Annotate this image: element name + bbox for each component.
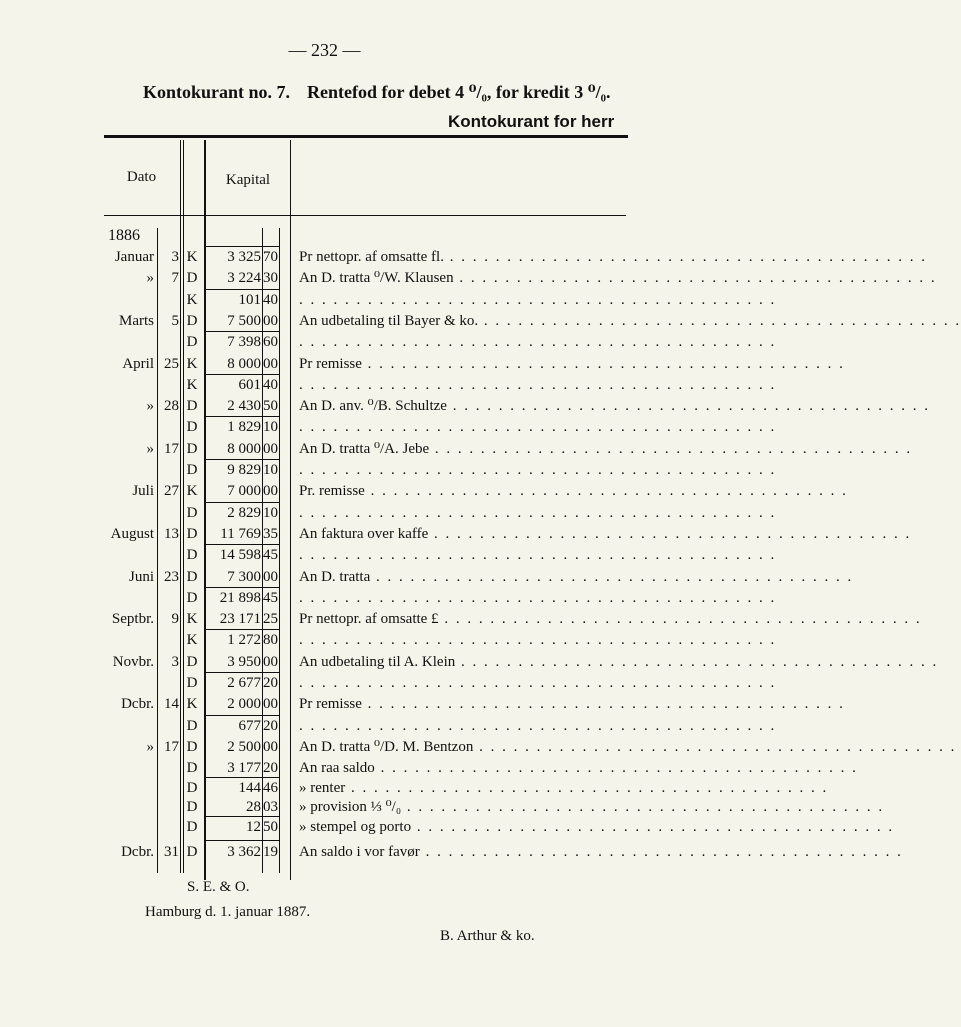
balance-rule — [206, 246, 279, 247]
row-debit-credit: D — [186, 590, 198, 606]
row-text — [299, 759, 858, 777]
row-ore: 60 — [263, 334, 278, 350]
dot-leader: . . . . . . . . . . . . . . . . . . . . . . . . . . . . . . . . . . . . . . . . . . — [473, 739, 957, 755]
dot-leader: . . . . . . . . . . . . . . . . . . . . . . . . . . . . . . . . . . . . . . . . . . — [443, 249, 927, 265]
dot-leader: . . . . . . . . . . . . . . . . . . . . . . . . . . . . . . . . . . . . . . . . . . — [299, 419, 777, 435]
row-kroner: 8 000 — [227, 441, 261, 457]
divider-date-left — [180, 140, 181, 210]
row-debit-credit: D — [186, 760, 198, 776]
row-day: 17 — [164, 441, 179, 457]
row-ore: 30 — [263, 270, 278, 286]
row-month: » — [146, 398, 154, 414]
row-text — [299, 631, 777, 649]
column-header-date: Dato — [126, 169, 157, 185]
row-month: Juni — [128, 569, 154, 585]
row-debit-credit: D — [186, 419, 198, 435]
row-debit-credit: K — [186, 249, 198, 265]
dot-leader: . . . . . . . . . . . . . . . . . . . . . . . . . . . . . . . . . . . . . . . . . . — [478, 313, 961, 329]
row-month: Septbr. — [111, 611, 154, 627]
dot-leader: . . . . . . . . . . . . . . . . . . . . . . . . . . . . . . . . . . . . . . . . . . — [345, 780, 829, 796]
row-debit-credit: D — [186, 526, 198, 542]
row-text — [299, 355, 845, 373]
row-kroner: 1 829 — [227, 419, 261, 435]
dot-leader: . . . . . . . . . . . . . . . . . . . . . . . . . . . . . . . . . . . . . . . . . . — [299, 377, 777, 393]
row-debit-credit: D — [186, 718, 198, 734]
row-ore: 00 — [263, 441, 278, 457]
row-kroner: 7 500 — [227, 313, 261, 329]
account-number-heading: Kontokurant no. 7. — [143, 82, 291, 102]
row-ore: 10 — [263, 419, 278, 435]
row-text — [299, 397, 930, 415]
row-text — [299, 798, 885, 816]
row-day: 7 — [171, 270, 179, 286]
row-kroner: 3 177 — [227, 760, 261, 776]
dot-leader: . . . . . . . . . . . . . . . . . . . . . . . . . . . . . . . . . . . . . . . . . . — [455, 654, 939, 670]
balance-rule — [206, 672, 279, 673]
row-day: 5 — [171, 313, 179, 329]
row-debit-credit: D — [186, 675, 198, 691]
row-kroner: 3 325 — [227, 249, 261, 265]
row-text-label: An D. anv. ⁰/B. Schultze — [299, 398, 447, 414]
row-day: 14 — [164, 696, 179, 712]
row-text — [299, 610, 922, 628]
row-debit-credit: K — [186, 632, 198, 648]
row-month: Dcbr. — [121, 696, 154, 712]
row-text — [299, 653, 939, 671]
row-text — [299, 461, 777, 479]
row-ore: 45 — [263, 590, 278, 606]
divider-ore-right — [279, 228, 280, 873]
page-number: — 232 — — [288, 40, 361, 60]
row-ore: 40 — [263, 377, 278, 393]
dot-leader: . . . . . . . . . . . . . . . . . . . . . . . . . . . . . . . . . . . . . . . . . . — [374, 760, 858, 776]
row-ore: 10 — [263, 505, 278, 521]
dot-leader: . . . . . . . . . . . . . . . . . . . . . . . . . . . . . . . . . . . . . . . . . . — [429, 441, 913, 457]
dot-leader: . . . . . . . . . . . . . . . . . . . . . . . . . . . . . . . . . . . . . . . . . . — [428, 526, 912, 542]
row-kroner: 3 362 — [227, 844, 261, 860]
row-text-label: Pr remisse — [299, 696, 362, 712]
row-kroner: 144 — [238, 780, 261, 796]
row-kroner: 8 000 — [227, 356, 261, 372]
dot-leader: . . . . . . . . . . . . . . . . . . . . . . . . . . . . . . . . . . . . . . . . . . — [411, 819, 895, 835]
row-day: 23 — [164, 569, 179, 585]
row-text-label: An saldo i vor favør — [299, 844, 420, 860]
row-text-label: Pr nettopr. af omsatte £ — [299, 611, 439, 627]
row-ore: 00 — [263, 654, 278, 670]
row-day: 25 — [164, 356, 179, 372]
row-text-label: » renter — [299, 780, 346, 796]
row-day: 27 — [164, 483, 179, 499]
row-kroner: 28 — [246, 799, 261, 815]
row-month: Dcbr. — [121, 844, 154, 860]
row-text — [299, 482, 848, 500]
dot-leader: . . . . . . . . . . . . . . . . . . . . . . . . . . . . . . . . . . . . . . . . . . — [364, 483, 848, 499]
row-text-label: An udbetaling til Bayer & ko. — [299, 313, 479, 329]
row-text — [299, 843, 903, 861]
row-debit-credit: D — [186, 819, 198, 835]
row-debit-credit: K — [186, 696, 198, 712]
row-day: 3 — [171, 249, 179, 265]
row-text — [299, 568, 854, 586]
row-text-label: An D. tratta ⁰/A. Jebe — [299, 441, 430, 457]
row-debit-credit: D — [186, 462, 198, 478]
balance-rule — [206, 416, 279, 417]
dot-leader: . . . . . . . . . . . . . . . . . . . . . . . . . . . . . . . . . . . . . . . . . . — [370, 569, 854, 585]
row-kroner: 7 000 — [227, 483, 261, 499]
row-kroner: 7 398 — [227, 334, 261, 350]
row-month: » — [146, 270, 154, 286]
row-text-label: An D. tratta — [299, 569, 371, 585]
row-month: » — [146, 739, 154, 755]
row-text — [299, 589, 777, 607]
row-month: April — [122, 356, 154, 372]
row-text — [299, 291, 777, 309]
row-kroner: 2 829 — [227, 505, 261, 521]
row-debit-credit: D — [186, 441, 198, 457]
row-ore: 00 — [263, 313, 278, 329]
row-ore: 00 — [263, 483, 278, 499]
row-kroner: 23 171 — [219, 611, 261, 627]
row-ore: 46 — [263, 780, 278, 796]
row-ore: 50 — [263, 819, 278, 835]
row-debit-credit: D — [186, 799, 198, 815]
row-day: 17 — [164, 739, 179, 755]
row-kroner: 11 769 — [220, 526, 261, 542]
balance-rule — [206, 777, 279, 778]
row-month: August — [110, 526, 154, 542]
row-text-label: An udbetaling til A. Klein — [299, 654, 456, 670]
balance-rule — [206, 816, 279, 817]
row-kroner: 2 000 — [227, 696, 261, 712]
balance-rule — [206, 459, 279, 460]
row-text-label: Pr nettopr. af omsatte fl. — [299, 249, 444, 265]
place-and-date: Hamburg d. 1. januar 1887. — [145, 904, 311, 920]
row-text-label: An raa saldo — [299, 760, 375, 776]
errors-omissions-initials: S. E. & O. — [187, 879, 250, 895]
row-ore: 10 — [263, 462, 278, 478]
signature: B. Arthur & ko. — [440, 928, 535, 944]
row-text — [299, 695, 845, 713]
dot-leader: . . . . . . . . . . . . . . . . . . . . . . . . . . . . . . . . . . . . . . . . . . — [361, 356, 845, 372]
row-text — [299, 312, 961, 330]
top-rule — [104, 135, 628, 138]
dot-leader: . . . . . . . . . . . . . . . . . . . . . . . . . . . . . . . . . . . . . . . . . . — [299, 632, 777, 648]
balance-rule — [206, 544, 279, 545]
row-ore: 25 — [263, 611, 278, 627]
row-text — [299, 818, 895, 836]
balance-rule — [206, 715, 279, 716]
row-text — [299, 376, 777, 394]
row-ore: 45 — [263, 547, 278, 563]
row-debit-credit: D — [186, 334, 198, 350]
dot-leader: . . . . . . . . . . . . . . . . . . . . . . . . . . . . . . . . . . . . . . . . . . — [361, 696, 845, 712]
row-kroner: 3 224 — [227, 270, 261, 286]
row-ore: 20 — [263, 718, 278, 734]
row-ore: 50 — [263, 398, 278, 414]
row-month: Juli — [132, 483, 154, 499]
row-ore: 70 — [263, 249, 278, 265]
row-day: 13 — [164, 526, 179, 542]
row-kroner: 7 300 — [227, 569, 261, 585]
row-kroner: 1 272 — [227, 632, 261, 648]
dot-leader: . . . . . . . . . . . . . . . . . . . . . . . . . . . . . . . . . . . . . . . . . . — [299, 547, 777, 563]
row-kroner: 9 829 — [227, 462, 261, 478]
row-kroner: 21 898 — [219, 590, 261, 606]
row-kroner: 601 — [238, 377, 261, 393]
balance-rule — [206, 331, 279, 332]
row-kroner: 14 598 — [219, 547, 261, 563]
row-ore: 80 — [263, 632, 278, 648]
dot-leader: . . . . . . . . . . . . . . . . . . . . . . . . . . . . . . . . . . . . . . . . . . — [438, 611, 922, 627]
balance-rule — [206, 587, 279, 588]
row-debit-credit: D — [186, 739, 198, 755]
row-text — [299, 504, 777, 522]
divider-date-right — [183, 140, 184, 210]
row-ore: 20 — [263, 760, 278, 776]
row-text-label: An faktura over kaffe — [299, 526, 429, 542]
row-debit-credit: D — [186, 547, 198, 563]
balance-rule — [206, 502, 279, 503]
row-debit-credit: K — [186, 483, 198, 499]
row-debit-credit: K — [186, 611, 198, 627]
row-text — [299, 779, 829, 797]
dot-leader: . . . . . . . . . . . . . . . . . . . . . . . . . . . . . . . . . . . . . . . . . . — [401, 799, 885, 815]
row-debit-credit: D — [186, 569, 198, 585]
row-ore: 00 — [263, 739, 278, 755]
account-holder-heading: Kontokurant for herr — [448, 112, 615, 131]
balance-rule — [206, 289, 279, 290]
row-text — [299, 248, 927, 266]
row-text — [299, 333, 777, 351]
row-kroner: 2 677 — [227, 675, 261, 691]
row-text — [299, 525, 912, 543]
row-text-label: An D. tratta ⁰/W. Klausen — [299, 270, 454, 286]
row-text-label: » provision ⅓ ⁰/₀ — [299, 799, 402, 815]
row-ore: 19 — [263, 844, 278, 860]
row-day: 9 — [171, 611, 179, 627]
column-header-capital: Kapital — [225, 172, 271, 188]
row-ore: 03 — [263, 799, 278, 815]
dot-leader: . . . . . . . . . . . . . . . . . . . . . . . . . . . . . . . . . . . . . . . . . . — [446, 398, 930, 414]
row-debit-credit: D — [186, 654, 198, 670]
dot-leader: . . . . . . . . . . . . . . . . . . . . . . . . . . . . . . . . . . . . . . . . . . — [419, 844, 903, 860]
row-debit-credit: D — [186, 270, 198, 286]
dot-leader: . . . . . . . . . . . . . . . . . . . . . . . . . . . . . . . . . . . . . . . . . . — [299, 334, 777, 350]
row-day: 28 — [164, 398, 179, 414]
row-debit-credit: K — [186, 292, 198, 308]
row-ore: 00 — [263, 696, 278, 712]
row-kroner: 12 — [246, 819, 261, 835]
row-kroner: 2 500 — [227, 739, 261, 755]
row-debit-credit: D — [186, 398, 198, 414]
row-month: Marts — [119, 313, 154, 329]
row-kroner: 677 — [238, 718, 261, 734]
row-text — [299, 269, 937, 287]
total-rule — [206, 840, 279, 841]
row-debit-credit: D — [186, 313, 198, 329]
dot-leader: . . . . . . . . . . . . . . . . . . . . . . . . . . . . . . . . . . . . . . . . . . — [299, 675, 777, 691]
row-text-label: » stempel og porto — [299, 819, 412, 835]
row-debit-credit: D — [186, 780, 198, 796]
row-ore: 00 — [263, 356, 278, 372]
row-text — [299, 440, 913, 458]
row-kroner: 2 430 — [227, 398, 261, 414]
row-month: Januar — [114, 249, 154, 265]
row-ore: 40 — [263, 292, 278, 308]
row-ore: 00 — [263, 569, 278, 585]
balance-rule — [206, 374, 279, 375]
dot-leader: . . . . . . . . . . . . . . . . . . . . . . . . . . . . . . . . . . . . . . . . . . — [299, 292, 777, 308]
row-day: 3 — [171, 654, 179, 670]
row-text — [299, 546, 777, 564]
row-ore: 20 — [263, 675, 278, 691]
balance-rule — [206, 629, 279, 630]
row-text — [299, 738, 957, 756]
interest-rate-heading: Rentefod for debet 4 ⁰/₀, for kredit 3 ⁰/₀. — [307, 82, 611, 102]
row-debit-credit: K — [186, 377, 198, 393]
row-ore: 35 — [263, 526, 278, 542]
row-debit-credit: D — [186, 505, 198, 521]
row-kroner: 101 — [238, 292, 261, 308]
row-text-label: Pr. remisse — [299, 483, 365, 499]
dot-leader: . . . . . . . . . . . . . . . . . . . . . . . . . . . . . . . . . . . . . . . . . . — [299, 718, 777, 734]
row-month: Novbr. — [112, 654, 154, 670]
row-month: » — [146, 441, 154, 457]
year-label: 1886 — [108, 227, 140, 244]
row-text — [299, 418, 777, 436]
row-day: 31 — [164, 844, 179, 860]
dot-leader: . . . . . . . . . . . . . . . . . . . . . . . . . . . . . . . . . . . . . . . . . . — [453, 270, 937, 286]
row-text-label: Pr remisse — [299, 356, 362, 372]
row-debit-credit: D — [186, 844, 198, 860]
dot-leader: . . . . . . . . . . . . . . . . . . . . . . . . . . . . . . . . . . . . . . . . . . — [299, 462, 777, 478]
row-debit-credit: K — [186, 356, 198, 372]
row-text — [299, 717, 777, 735]
row-text — [299, 674, 777, 692]
divider-capital-right — [290, 140, 291, 880]
row-kroner: 3 950 — [227, 654, 261, 670]
row-text-label: An D. tratta ⁰/D. M. Bentzon — [299, 739, 474, 755]
dot-leader: . . . . . . . . . . . . . . . . . . . . . . . . . . . . . . . . . . . . . . . . . . — [299, 505, 777, 521]
dot-leader: . . . . . . . . . . . . . . . . . . . . . . . . . . . . . . . . . . . . . . . . . . — [299, 590, 777, 606]
